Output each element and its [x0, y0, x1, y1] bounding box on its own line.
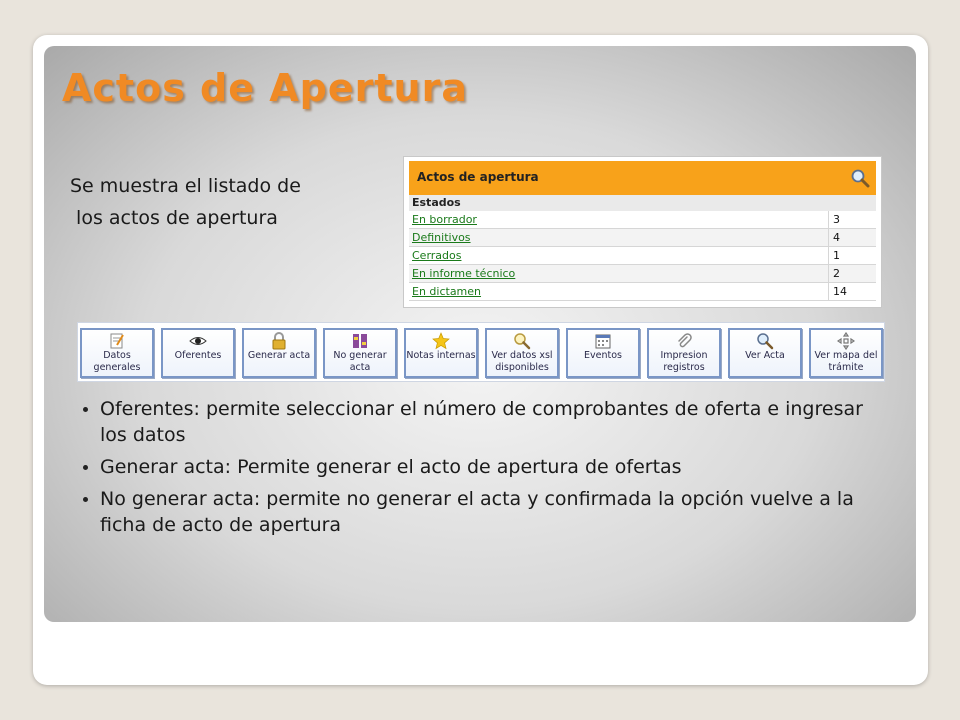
- button-label: Impresion: [660, 350, 708, 361]
- intro-line-1: Se muestra el listado de: [70, 175, 301, 197]
- map-icon: [811, 332, 881, 350]
- calendar-icon: [568, 332, 638, 350]
- paperclip-icon: [649, 332, 719, 350]
- panel-header: [409, 161, 876, 195]
- datos-generales-button[interactable]: [80, 328, 154, 378]
- estado-link[interactable]: Cerrados: [409, 247, 829, 264]
- estado-count: 3: [833, 213, 840, 226]
- estado-link[interactable]: En borrador: [409, 211, 829, 228]
- estado-count: 1: [833, 249, 840, 262]
- bullet-item: No generar acta: permite no generar el acta y confirmada la opción vuelve a la ficha de acto de apertura: [72, 486, 872, 538]
- impresion-registros-button[interactable]: [647, 328, 721, 378]
- estado-count: 4: [833, 231, 840, 244]
- button-label: generales: [93, 362, 141, 373]
- button-label: Notas internas: [406, 350, 476, 361]
- intro-text: [70, 170, 301, 234]
- button-label: disponibles: [495, 362, 549, 373]
- intro-line-2: los actos de apertura: [70, 207, 278, 229]
- search-icon: [730, 332, 800, 350]
- estados-panel: [403, 156, 882, 308]
- action-toolbar: [77, 322, 885, 382]
- bullet-list: [72, 396, 872, 544]
- panel-title: Actos de apertura: [417, 170, 539, 184]
- stop-icon: [325, 332, 395, 350]
- estado-link[interactable]: Definitivos: [409, 229, 829, 246]
- ver-mapa-tramite-button[interactable]: [809, 328, 883, 378]
- bullet-item: Generar acta: Permite generar el acto de apertura de ofertas: [72, 454, 872, 480]
- eventos-button[interactable]: [566, 328, 640, 378]
- generar-acta-button[interactable]: [242, 328, 316, 378]
- button-label: registros: [663, 362, 705, 373]
- ver-datos-xsl-button[interactable]: [485, 328, 559, 378]
- estados-list: [409, 211, 876, 301]
- estado-count: 14: [833, 285, 847, 298]
- list-item: [409, 283, 876, 301]
- button-label: trámite: [828, 362, 864, 373]
- button-label: Generar acta: [247, 350, 311, 361]
- ver-acta-button[interactable]: [728, 328, 802, 378]
- button-label: Datos: [103, 350, 131, 361]
- estados-heading: Estados: [409, 195, 876, 211]
- search-icon[interactable]: [850, 168, 870, 188]
- no-generar-acta-button[interactable]: [323, 328, 397, 378]
- bullet-item: Oferentes: permite seleccionar el número de comprobantes de oferta e ingresar los datos: [72, 396, 872, 448]
- button-label: acta: [349, 362, 371, 373]
- star-icon: [406, 332, 476, 350]
- slide-title: Actos de Apertura: [62, 66, 468, 110]
- button-label: Ver Acta: [745, 350, 785, 361]
- button-label: Oferentes: [174, 350, 222, 361]
- estado-link[interactable]: En dictamen: [409, 283, 829, 300]
- list-item: [409, 247, 876, 265]
- list-item: [409, 229, 876, 247]
- estado-link[interactable]: En informe técnico: [409, 265, 829, 282]
- button-label: Eventos: [584, 350, 622, 361]
- edit-document-icon: [82, 332, 152, 350]
- list-item: [409, 265, 876, 283]
- oferentes-button[interactable]: [161, 328, 235, 378]
- magnifier-icon: [487, 332, 557, 350]
- button-label: Ver mapa del: [814, 350, 878, 361]
- button-label: Ver datos xsl: [491, 350, 553, 361]
- lock-icon: [244, 332, 314, 350]
- estado-count: 2: [833, 267, 840, 280]
- notas-internas-button[interactable]: [404, 328, 478, 378]
- list-item: [409, 211, 876, 229]
- button-label: No generar: [333, 350, 387, 361]
- eye-icon: [163, 332, 233, 350]
